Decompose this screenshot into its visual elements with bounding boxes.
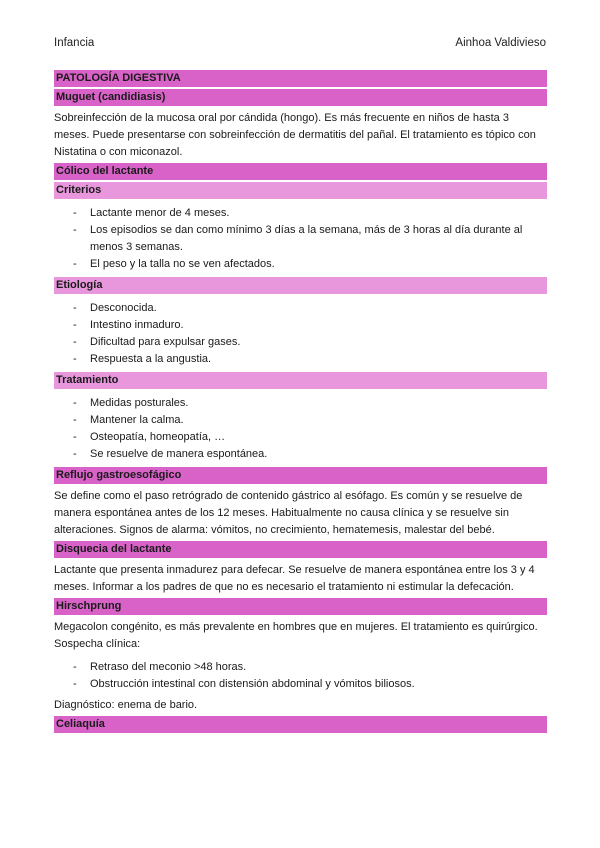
list-hirschprung: [54, 659, 547, 693]
header-left: Infancia: [54, 37, 95, 49]
list-criterios: [54, 205, 547, 273]
paragraph-muguet: Sobreinfección de la mucosa oral por cándida (hongo). Es más frecuente en niños de hasta 3 meses. Puede presentarse con sobreinfección de dermatitis del pañal. El tratamiento es tópico con Nistatina o con miconazol.: [54, 112, 536, 158]
list-etiologia: [54, 300, 547, 368]
subheading-criterios: Criterios: [54, 182, 547, 199]
list-item: - Obstrucción intestinal con distensión abdominal y vómitos biliosos.: [54, 676, 547, 693]
list-item: - Intestino inmaduro.: [54, 317, 547, 334]
document-body: [54, 70, 547, 733]
list-item: - Respuesta a la angustia.: [54, 351, 547, 368]
list-item: - Retraso del meconio >48 horas.: [54, 659, 547, 676]
subheading-tratamiento: Tratamiento: [54, 372, 547, 389]
list-item: - Se resuelve de manera espontánea.: [54, 446, 547, 463]
heading-disquecia: Disquecia del lactante: [54, 541, 547, 558]
header-right: Ainhoa Valdivieso: [455, 37, 546, 49]
list-item: - Dificultad para expulsar gases.: [54, 334, 547, 351]
list-item: - Mantener la calma.: [54, 412, 547, 429]
subheading-etiologia: Etiología: [54, 277, 547, 294]
list-item: - Los episodios se dan como mínimo 3 días a la semana, más de 3 horas al día durante al menos 3 semanas.: [54, 222, 547, 256]
list-item: - El peso y la talla no se ven afectados.: [54, 256, 547, 273]
list-item: - Desconocida.: [54, 300, 547, 317]
list-item: - Lactante menor de 4 meses.: [54, 205, 547, 222]
paragraph-diagnostico: Diagnóstico: enema de bario.: [54, 699, 198, 711]
list-item: - Osteopatía, homeopatía, …: [54, 429, 547, 446]
paragraph-reflujo: Se define como el paso retrógrado de contenido gástrico al esófago. Es común y se resuelve de manera espontánea antes de los 12 meses. Habitualmente no causa clínica y se resuelve sin alteraciones. Signos de alarma: vómitos, no crecimiento, hematemesis, malestar del bebé.: [54, 490, 523, 536]
list-tratamiento: [54, 395, 547, 463]
paragraph-disquecia: Lactante que presenta inmadurez para defecar. Se resuelve de manera espontánea entre los 3 y 4 meses. Informar a los padres de que no es necesario el tratamiento ni estimular la defecación.: [54, 564, 535, 593]
heading-colico: Cólico del lactante: [54, 163, 547, 180]
paragraph-hirschprung: Megacolon congénito, es más prevalente en hombres que en mujeres. El tratamiento es quirúrgico. Sospecha clínica:: [54, 621, 538, 650]
heading-muguet: Muguet (candidiasis): [54, 89, 547, 106]
heading-celiaquia: Celiaquía: [54, 716, 547, 733]
heading-reflujo: Reflujo gastroesofágico: [54, 467, 547, 484]
list-item: - Medidas posturales.: [54, 395, 547, 412]
section-title: PATOLOGÍA DIGESTIVA: [54, 70, 547, 87]
heading-hirschprung: Hirschprung: [54, 598, 547, 615]
